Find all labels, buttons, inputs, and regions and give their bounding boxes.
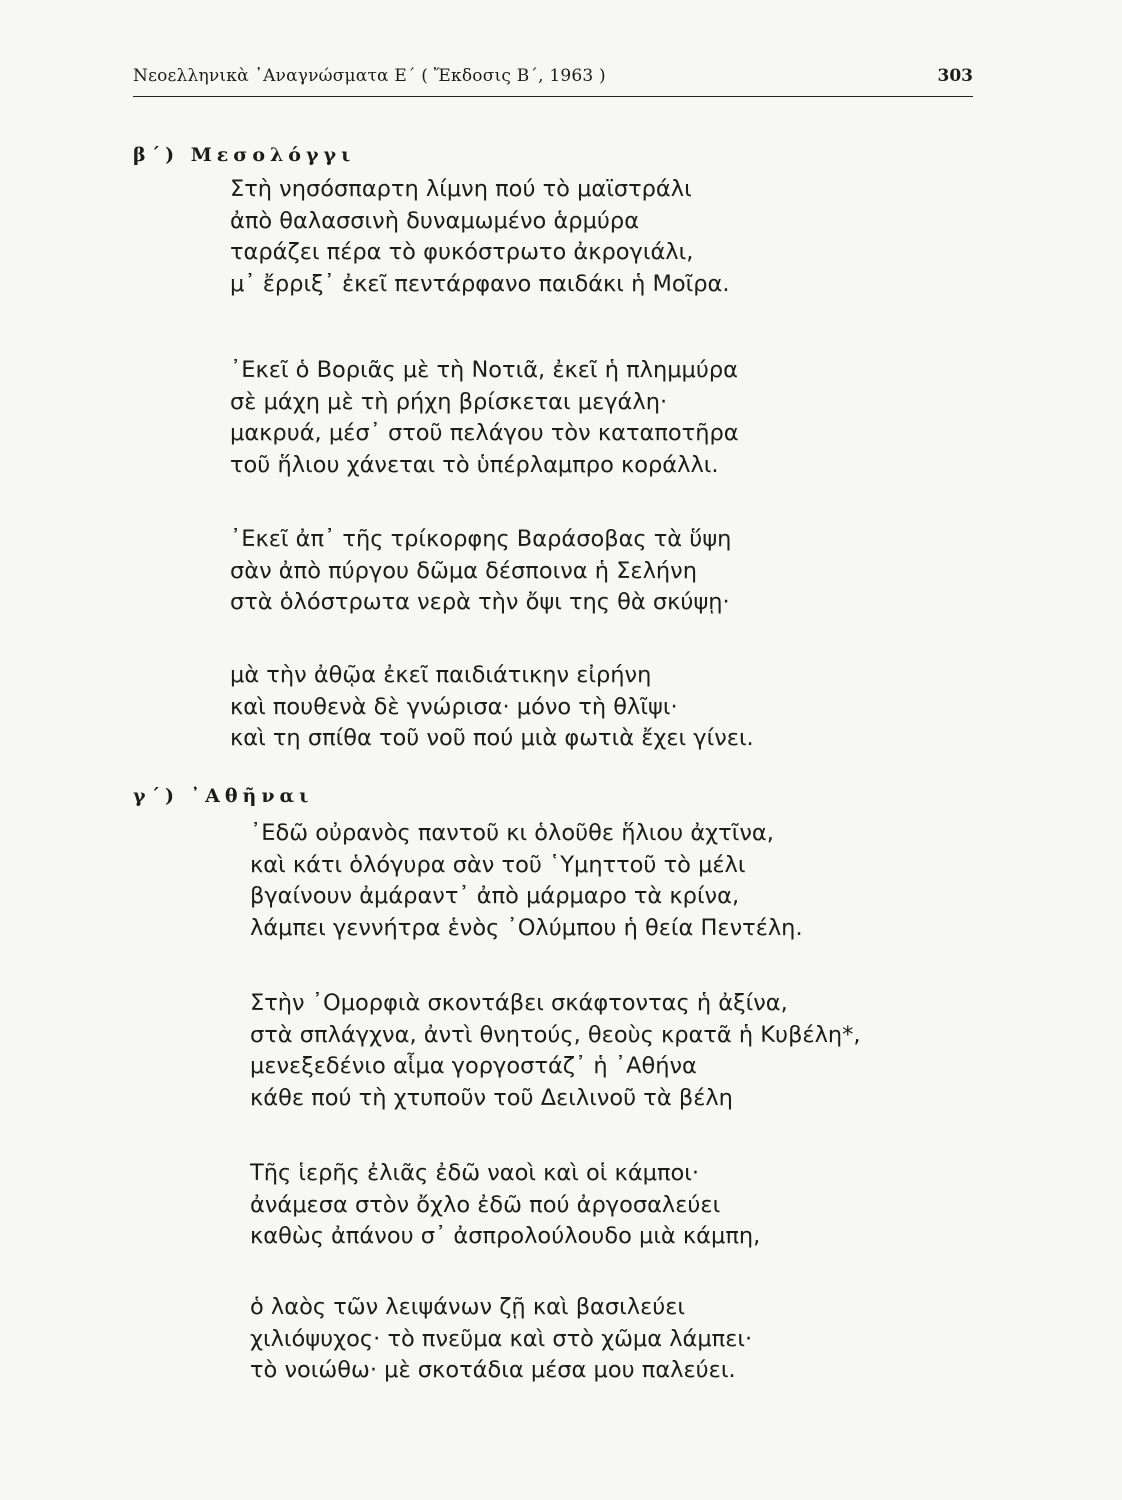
poem-line: ταράζει πέρα τὸ φυκόστρωτο ἀκρογιάλι, (230, 239, 694, 265)
poem-line: Στὴ νησόσπαρτη λίμνη πού τὸ μαϊστράλι (230, 176, 692, 202)
poem-line: μ᾿ ἔρριξ᾿ ἐκεῖ πεντάρφανο παιδάκι ἡ Μοῖρα. (230, 270, 730, 297)
page-number: 303 (937, 66, 973, 86)
poem-line: στὰ σπλάγχνα, ἀντὶ θνητούς, θεοὺς κρατᾶ ἡ Κυβέλη*, (250, 1021, 861, 1048)
poem-line: ἀπὸ θαλασσινὴ δυναμωμένο ἁρμύρα (230, 207, 640, 234)
poem-line: στὰ ὁλόστρωτα νερὰ τὴν ὄψι της θὰ σκύψῃ· (230, 589, 730, 615)
poem-line: Στὴν ᾿Ομορφιὰ σκοντάβει σκάφτοντας ἡ ἀξίνα, (250, 990, 788, 1016)
poem-line: καὶ κάτι ὁλόγυρα σὰν τοῦ ῾Υμηττοῦ τὸ μέλι (250, 851, 746, 878)
poem-line: ἀνάμεσα στὸν ὄχλο ἐδῶ πού ἀργοσαλεύει (250, 1191, 721, 1218)
poem-line: μὰ τὴν ἀθῷα ἐκεῖ παιδιάτικην εἰρήνη (230, 662, 652, 688)
poem-line: κάθε πού τὴ χτυποῦν τοῦ Δειλινοῦ τὰ βέλη (250, 1084, 733, 1111)
poem-line: Τῆς ἱερῆς ἐλιᾶς ἐδῶ ναοὶ καὶ οἱ κάμποι· (250, 1160, 700, 1186)
poem-line: σὲ μάχη μὲ τὴ ρήχη βρίσκεται μεγάλη· (230, 388, 668, 415)
running-title: Νεοελληνικὰ ᾿Αναγνώσματα Ε΄ ( Ἔκδοσις Β΄, 1963 ) (133, 66, 606, 86)
poem-line: τοῦ ἥλιου χάνεται τὸ ὑπέρλαμπρο κοράλλι. (230, 451, 719, 478)
poem-line: τὸ νοιώθω· μὲ σκοτάδια μέσα μου παλεύει. (250, 1357, 736, 1383)
poem-stanza (230, 524, 731, 619)
poem-line: βγαίνουν ἀμάραντ᾿ ἀπὸ μάρμαρο τὰ κρίνα, (250, 883, 740, 909)
poem-stanza (250, 988, 861, 1114)
poem-line: ὁ λαὸς τῶν λειψάνων ζῇ καὶ βασιλεύει (250, 1294, 686, 1320)
poem-line: χιλιόψυχος· τὸ πνεῦμα καὶ στὸ χῶμα λάμπει· (250, 1325, 753, 1352)
poem-stanza (230, 174, 730, 300)
poem-line: ᾿Εκεῖ ἀπ᾿ τῆς τρίκορφης Βαράσοβας τὰ ὕψη (230, 526, 732, 552)
poem-stanza (250, 1292, 752, 1387)
section-label-athens: γ΄) ᾿Αθῆναι (133, 785, 314, 807)
header-rule (133, 96, 973, 97)
show-through-block (760, 190, 990, 1390)
poem-line: ᾿Εκεῖ ὁ Βοριᾶς μὲ τὴ Νοτιᾶ, ἐκεῖ ἡ πλημμύρα (230, 357, 738, 383)
poem-stanza (250, 818, 803, 944)
poem-line: μενεξεδένιο αἷμα γοργοστάζ᾿ ἡ ᾿Αθήνα (250, 1053, 697, 1079)
poem-stanza (230, 355, 739, 481)
poem-line: λάμπει γεννήτρα ἑνὸς ᾿Ολύμπου ἡ θεία Πεντέλη. (250, 914, 803, 941)
poem-line: σὰν ἀπὸ πύργου δῶμα δέσποινα ἡ Σελήνη (230, 557, 697, 584)
poem-line: μακρυά, μέσ᾿ στοῦ πελάγου τὸν καταποτῆρα (230, 420, 739, 446)
poem-line: ᾿Εδῶ οὐρανὸς παντοῦ κι ὁλοῦθε ἥλιου ἀχτῖνα, (250, 820, 774, 846)
poem-stanza (250, 1158, 760, 1253)
poem-line: καὶ τη σπίθα τοῦ νοῦ πού μιὰ φωτιὰ ἔχει γίνει. (230, 725, 754, 751)
poem-line: καθὼς ἀπάνου σ᾿ ἀσπρολούλουδο μιὰ κάμπη, (250, 1223, 761, 1249)
poem-line: καὶ πουθενὰ δὲ γνώρισα· μόνο τὴ θλῖψι· (230, 693, 678, 720)
poem-stanza (230, 660, 754, 755)
section-label-mesolongi: β΄) Μεσολόγγι (133, 144, 356, 166)
